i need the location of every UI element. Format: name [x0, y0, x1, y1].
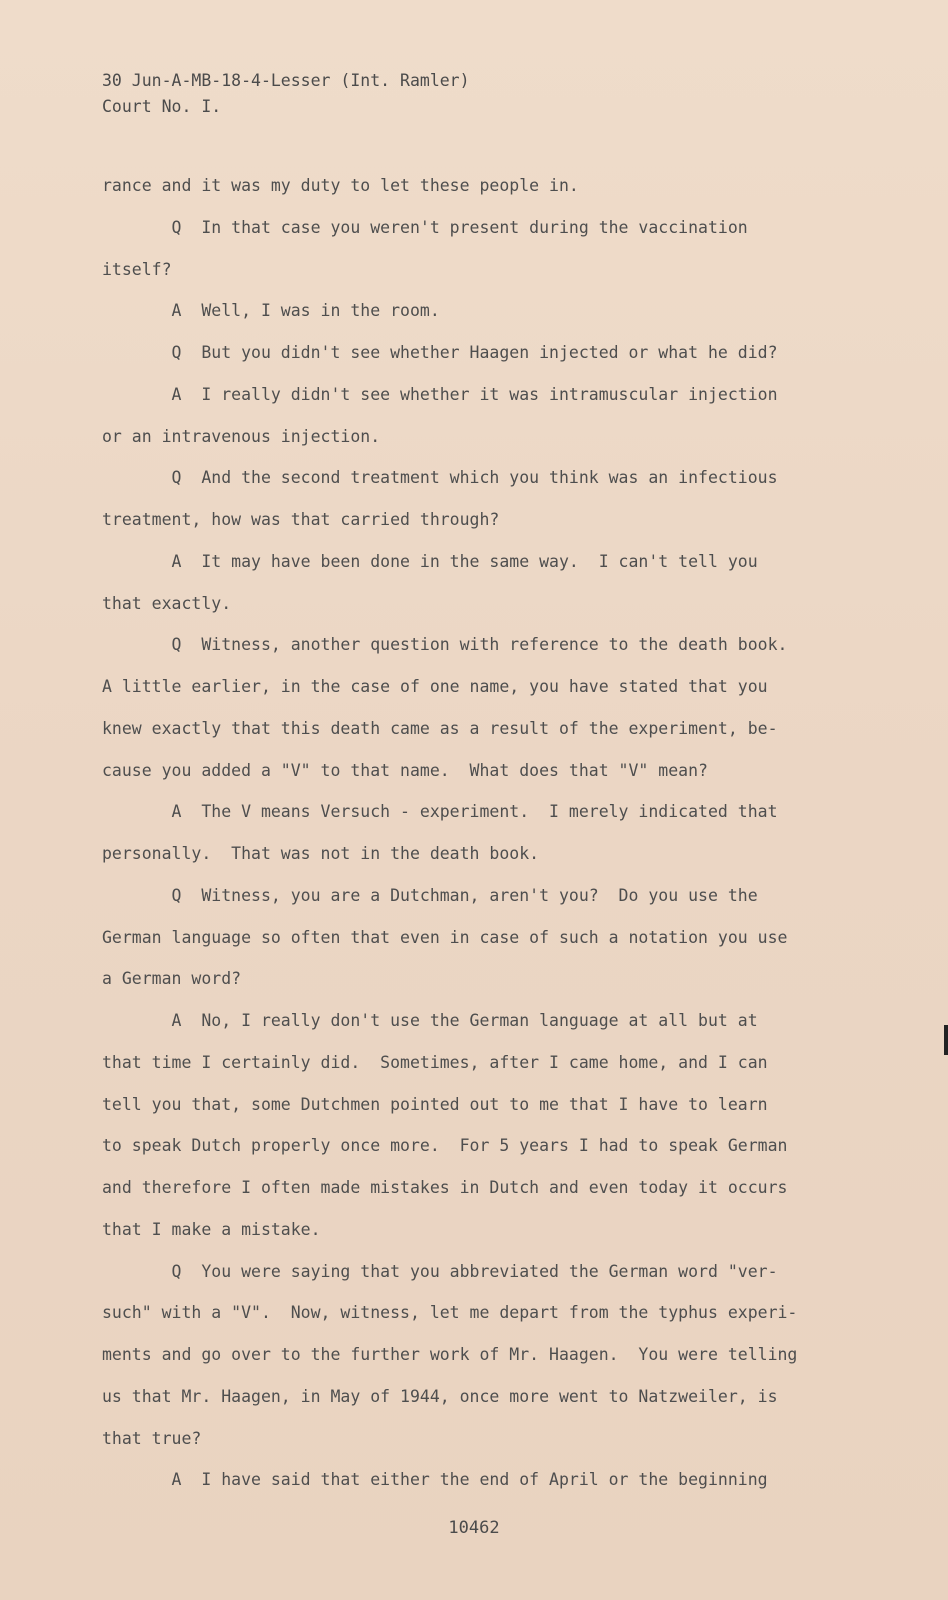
- transcript-line: German language so often that even in case of such a notation you use: [102, 927, 788, 947]
- transcript-line: or an intravenous injection.: [102, 426, 381, 446]
- transcript-line: us that Mr. Haagen, in May of 1944, once more went to Natzweiler, is: [102, 1386, 778, 1406]
- transcript-line: Q But you didn't see whether Haagen injected or what he did?: [102, 343, 778, 362]
- transcript-line: A The V means Versuch - experiment. I merely indicated that: [102, 802, 778, 822]
- header-court: Court No. I.: [102, 97, 222, 116]
- transcript-line: that true?: [102, 1428, 202, 1448]
- transcript-line: A little earlier, in the case of one name, you have stated that you: [102, 677, 768, 696]
- transcript-line: Q Witness, you are a Dutchman, aren't you? Do you use the: [102, 885, 758, 905]
- transcript-line: A I have said that either the end of April or the beginning: [102, 1470, 768, 1490]
- document-header: [102, 68, 470, 120]
- transcript-line: Q In that case you weren't present during the vaccination: [102, 217, 748, 237]
- transcript-line: a German word?: [102, 969, 242, 989]
- transcript-line: A It may have been done in the same way. I can't tell you: [102, 551, 758, 571]
- transcript-line: rance and it was my duty to let these people in.: [102, 176, 579, 195]
- transcript-line: cause you added a "V" to that name. What does that "V" mean?: [102, 760, 708, 780]
- transcript-line: that I make a mistake.: [102, 1219, 321, 1239]
- edge-mark: [944, 1025, 948, 1055]
- transcript-line: treatment, how was that carried through?: [102, 510, 500, 529]
- transcript-line: that exactly.: [102, 593, 232, 613]
- transcript-line: personally. That was not in the death book.: [102, 844, 540, 863]
- transcript-line: knew exactly that this death came as a result of the experiment, be-: [102, 718, 778, 738]
- transcript-line: Q And the second treatment which you think was an infectious: [102, 468, 778, 488]
- transcript-line: that time I certainly did. Sometimes, after I came home, and I can: [102, 1052, 768, 1072]
- page-number: 10462: [448, 1518, 500, 1538]
- transcript-line: Q Witness, another question with reference to the death book.: [102, 635, 788, 655]
- transcript-line: to speak Dutch properly once more. For 5 years I had to speak German: [102, 1136, 788, 1156]
- transcript-line: itself?: [102, 259, 172, 279]
- transcript-line: A No, I really don't use the German language at all but at: [102, 1011, 758, 1030]
- transcript-line: tell you that, some Dutchmen pointed out to me that I have to learn: [102, 1094, 768, 1114]
- transcript-line: such" with a "V". Now, witness, let me depart from the typhus experi-: [102, 1303, 798, 1323]
- transcript-line: and therefore I often made mistakes in Dutch and even today it occurs: [102, 1178, 788, 1197]
- header-reference: 30 Jun-A-MB-18-4-Lesser (Int. Ramler): [102, 71, 470, 90]
- transcript-line: ments and go over to the further work of Mr. Haagen. You were telling: [102, 1345, 798, 1364]
- transcript-line: A I really didn't see whether it was intramuscular injection: [102, 384, 778, 404]
- transcript-line: A Well, I was in the room.: [102, 301, 440, 321]
- transcript-line: Q You were saying that you abbreviated the German word "ver-: [102, 1261, 778, 1281]
- transcript-body: [102, 173, 832, 1509]
